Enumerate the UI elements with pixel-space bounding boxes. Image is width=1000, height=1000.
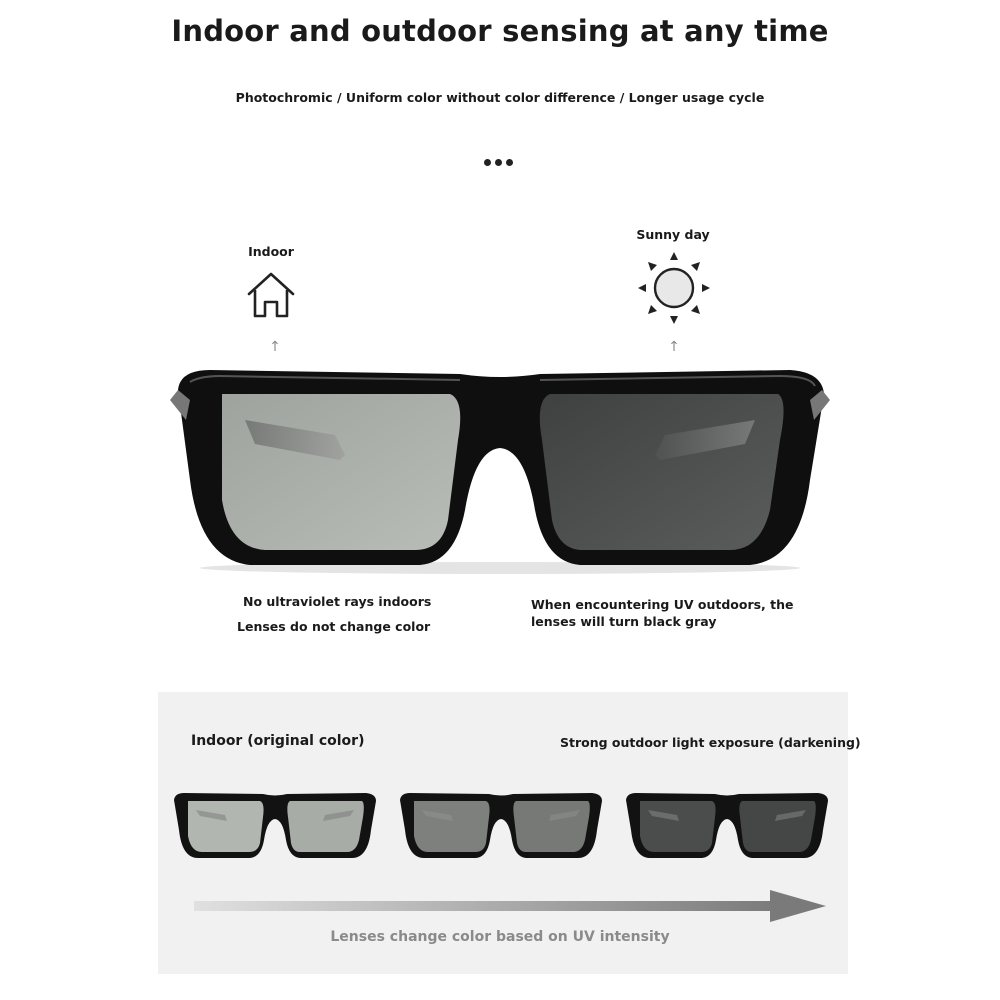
sun-icon — [636, 250, 712, 330]
ellipsis-dots-icon — [484, 151, 517, 170]
outdoor-darkening-label: Strong outdoor light exposure (darkening) — [560, 735, 861, 750]
indoor-original-color-label: Indoor (original color) — [191, 733, 365, 749]
indoor-caption-line1: No ultraviolet rays indoors — [243, 594, 432, 609]
outdoor-caption-line1: When encountering UV outdoors, the — [531, 597, 794, 612]
house-icon — [245, 270, 297, 324]
indoor-label: Indoor — [248, 244, 294, 259]
sunglasses-light-image — [170, 790, 380, 866]
sunglasses-main-image — [160, 360, 840, 584]
sunglasses-medium-image — [396, 790, 606, 866]
outdoor-caption-line2: lenses will turn black gray — [531, 614, 717, 629]
indoor-caption-line2: Lenses do not change color — [237, 619, 431, 634]
up-arrow-icon: ↑ — [269, 339, 281, 355]
sunny-day-label: Sunny day — [636, 227, 710, 242]
uv-intensity-arrow-icon — [190, 888, 830, 928]
up-arrow-icon: ↑ — [668, 339, 680, 355]
page-title: Indoor and outdoor sensing at any time — [171, 14, 829, 48]
uv-intensity-note: Lenses change color based on UV intensity — [330, 929, 670, 945]
page-subtitle: Photochromic / Uniform color without color difference / Longer usage cycle — [235, 90, 765, 105]
sunglasses-dark-image — [622, 790, 832, 866]
